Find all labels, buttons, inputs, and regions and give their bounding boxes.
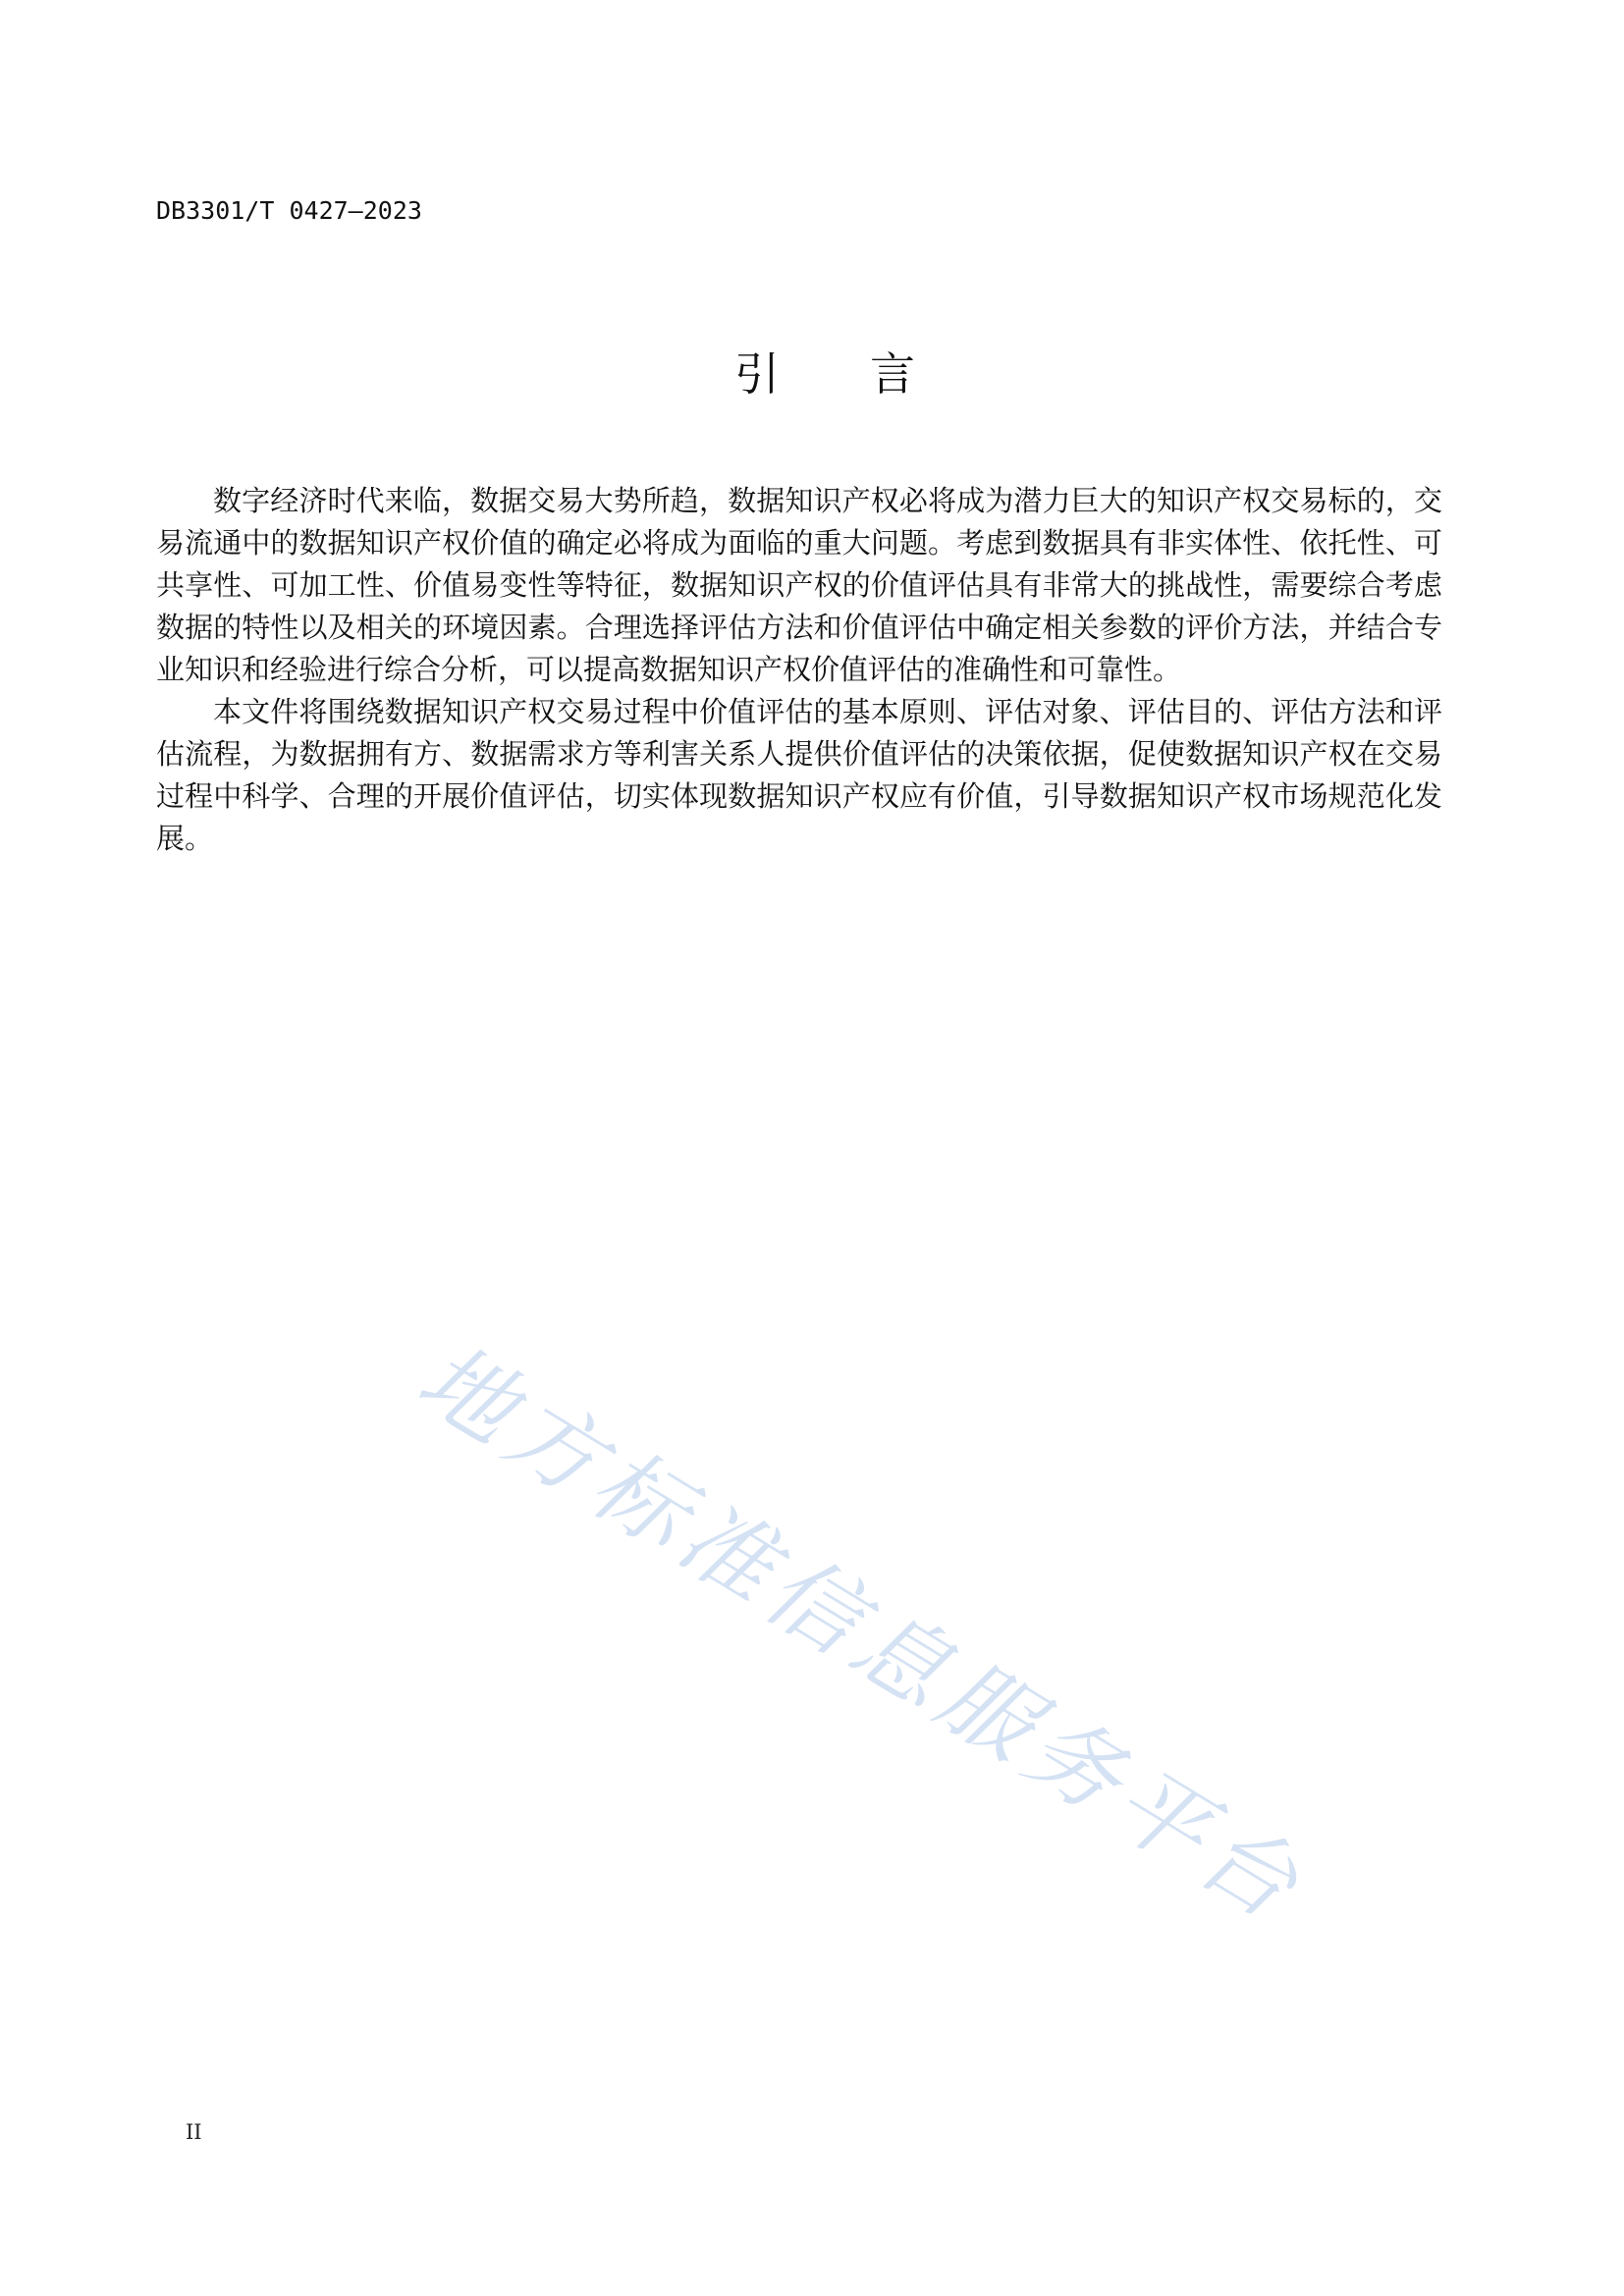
standard-document-number: DB3301/T 0427—2023 xyxy=(156,196,422,225)
page-number: II xyxy=(186,2120,202,2144)
introduction-paragraph: 本文件将围绕数据知识产权交易过程中价值评估的基本原则、评估对象、评估目的、评估方法和评估流程，为数据拥有方、数据需求方等利害关系人提供价值评估的决策依据，促使数据知识产权在交易过程中科学、合理的开展价值评估，切实体现数据知识产权应有价值，引导数据知识产权市场规范化发展。 xyxy=(156,695,1442,855)
introduction-paragraph: 数字经济时代来临，数据交易大势所趋，数据知识产权必将成为潜力巨大的知识产权交易标的，交易流通中的数据知识产权价值的确定必将成为面临的重大问题。考虑到数据具有非实体性、依托性、可共享性、可加工性、价值易变性等特征，数据知识产权的价值评估具有非常大的挑战性，需要综合考虑数据的特性以及相关的环境因素。合理选择评估方法和价值评估中确定相关参数的评价方法，并结合专业知识和经验进行综合分析，可以提高数据知识产权价值评估的准确性和可靠性。 xyxy=(156,484,1442,686)
platform-watermark: 地方标准信息服务平台 xyxy=(400,1323,1323,1945)
introduction-body xyxy=(156,480,1442,860)
section-title: 引 言 xyxy=(734,347,915,400)
